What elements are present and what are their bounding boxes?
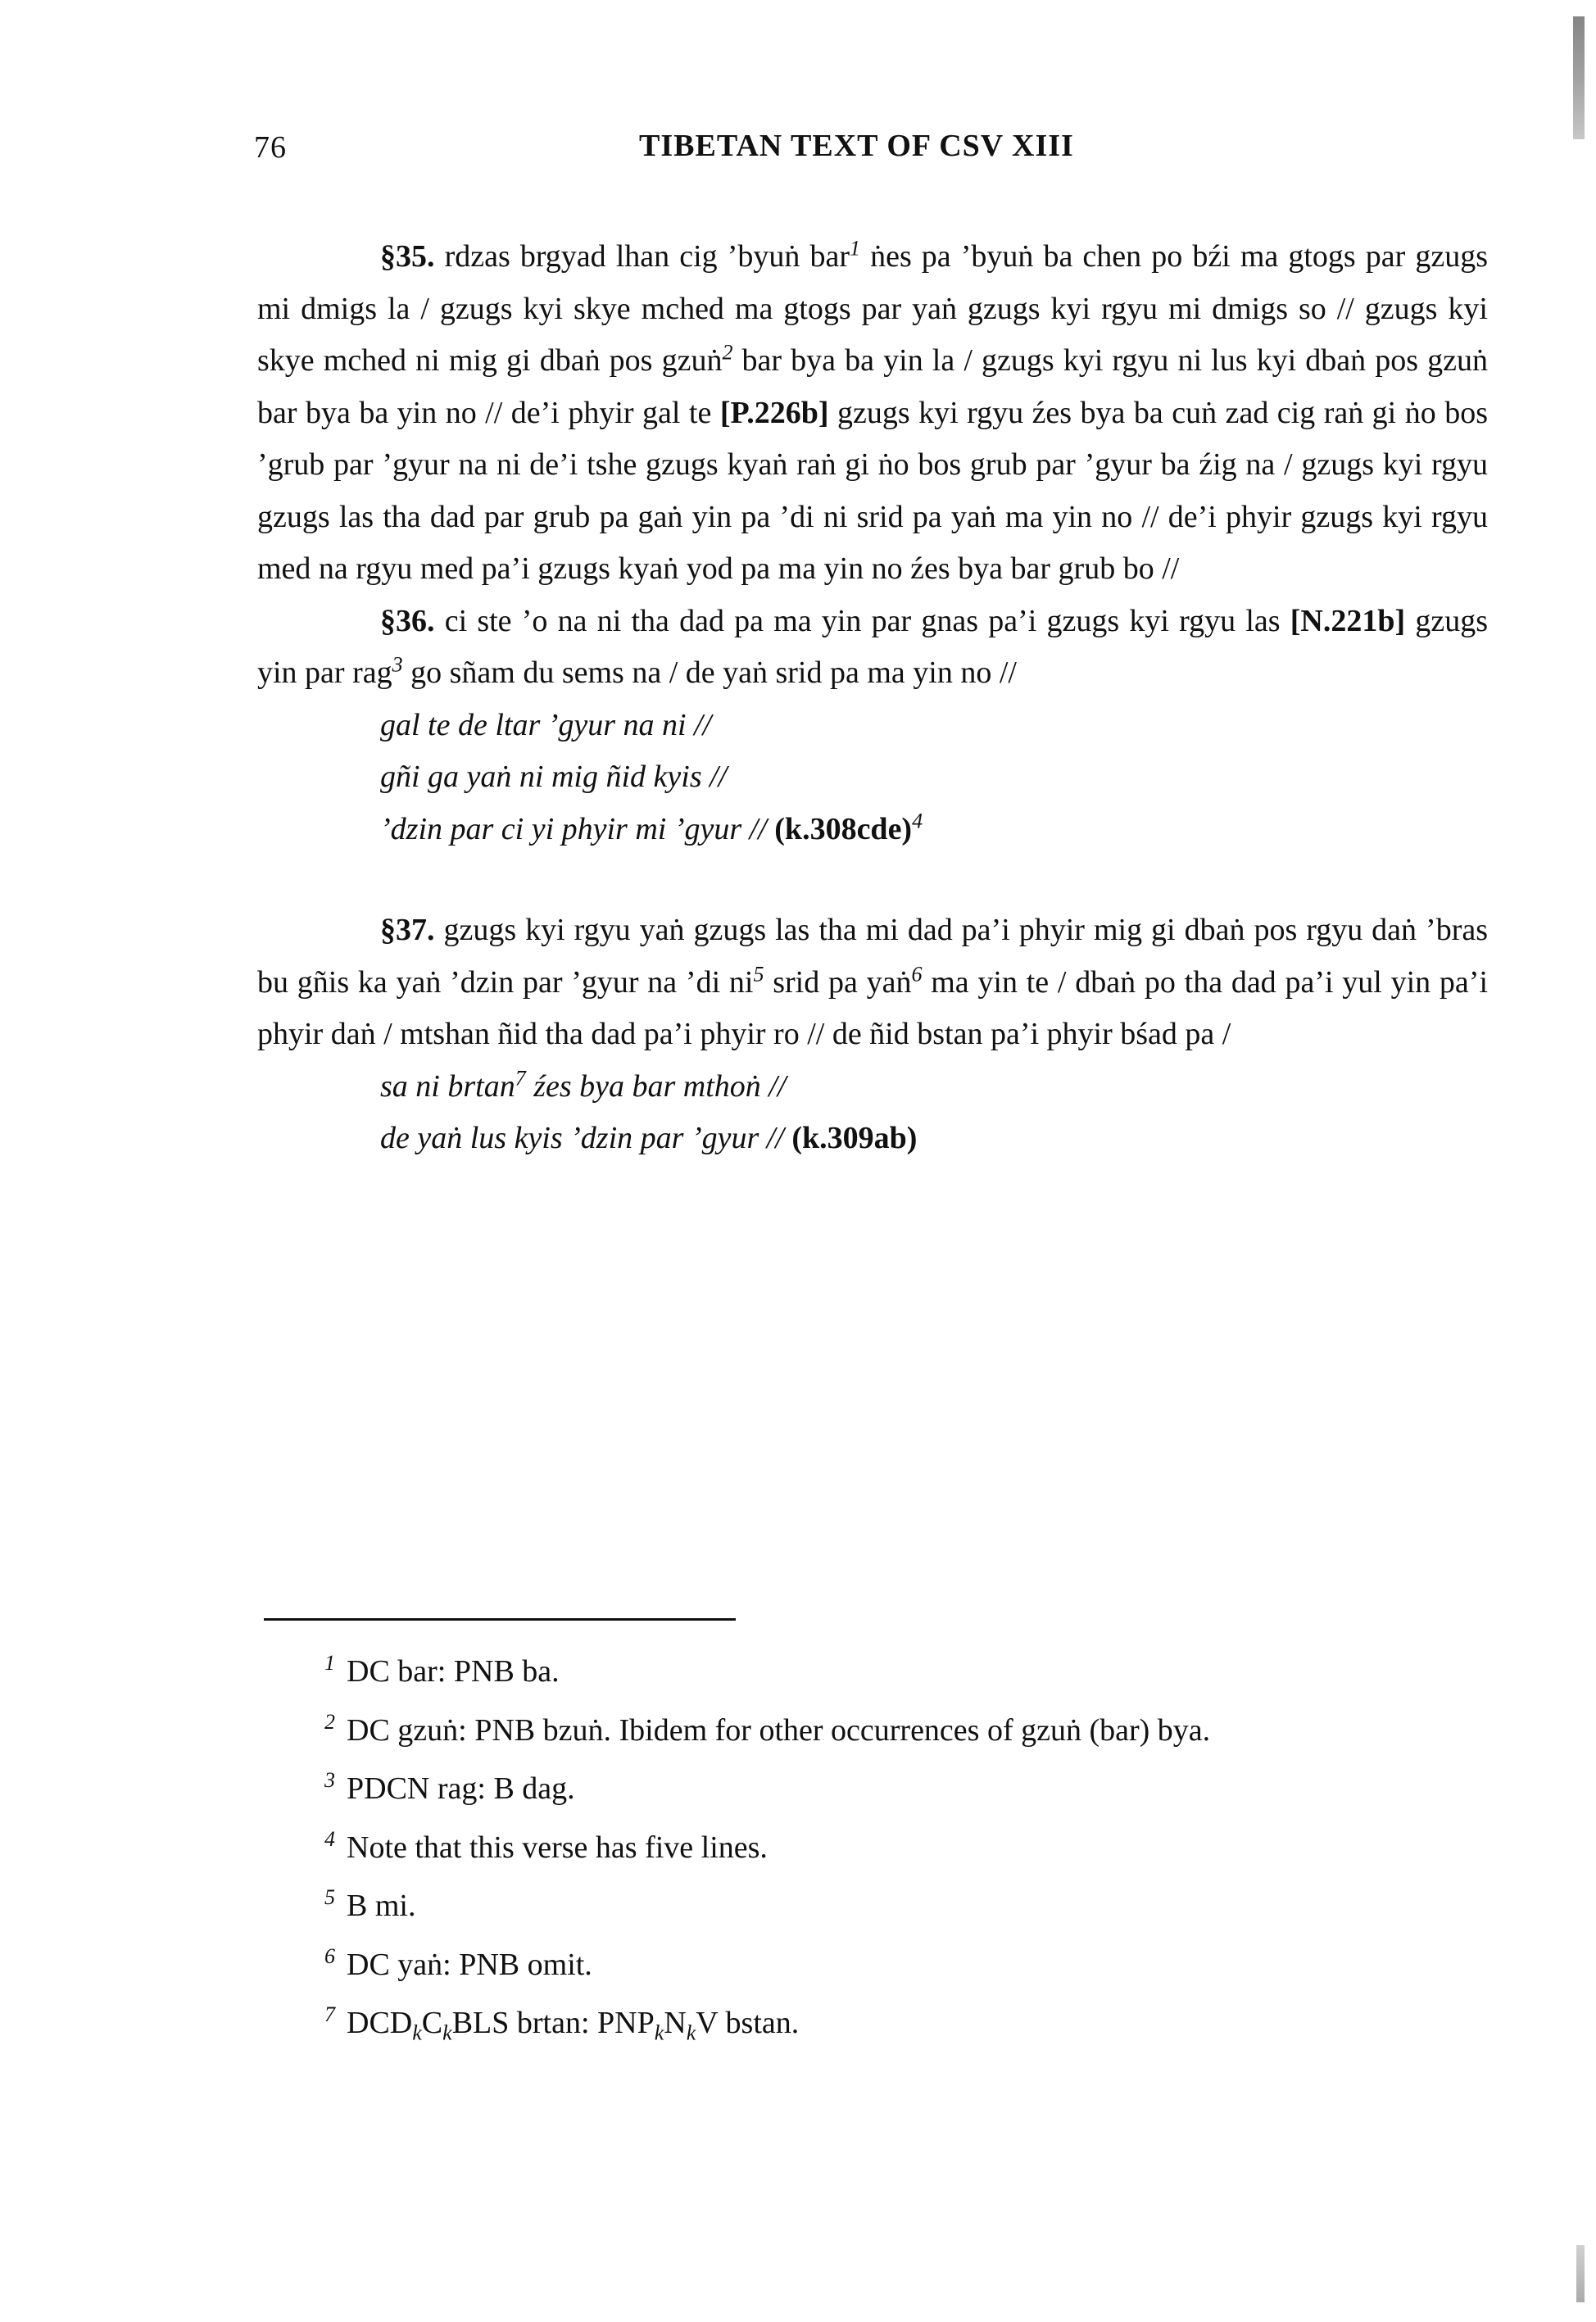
footnote-text: C bbox=[421, 2006, 443, 2040]
spacer bbox=[257, 855, 1488, 905]
verse-text: ’dzin par ci yi phyir mi ’gyur // bbox=[380, 811, 775, 846]
verse-line bbox=[380, 1113, 1488, 1165]
footnote-text: Note that this verse has five lines. bbox=[347, 1830, 768, 1865]
verse-line bbox=[380, 804, 1488, 856]
footnote-text: BLS brtan: PNP bbox=[451, 2006, 655, 2040]
footnote-ref[interactable]: 1 bbox=[850, 236, 860, 261]
footnote-text: N bbox=[664, 2006, 687, 2040]
subscript: k bbox=[442, 2020, 452, 2045]
footnote-2 bbox=[324, 1702, 1471, 1761]
footnote-text: PDCN rag: B dag. bbox=[347, 1771, 575, 1806]
text-run: bar bya ba yin la / gzugs kyi rgyu ni lus kyi dbaṅ pos gzuṅ bar bya ba yin no // de’i phyir gal te bbox=[257, 343, 1489, 430]
section-36 bbox=[257, 596, 1488, 700]
text-run: rdzas brgyad lhan cig ’byuṅ bar bbox=[434, 239, 850, 274]
verse-reference: (k.309ab) bbox=[791, 1121, 918, 1155]
footnote-ref[interactable]: 6 bbox=[911, 961, 923, 986]
subscript: k bbox=[654, 2020, 664, 2045]
verse-text: źes bya bar mthoṅ // bbox=[525, 1068, 787, 1104]
section-number: §37. bbox=[380, 913, 435, 947]
subscript: k bbox=[412, 2020, 422, 2045]
footnote-ref[interactable]: 4 bbox=[912, 808, 923, 832]
footnote-3 bbox=[324, 1760, 1471, 1819]
footnote-text: V bstan. bbox=[696, 2006, 800, 2040]
text-run: go sñam du sems na / de yaṅ srid pa ma yin no // bbox=[402, 655, 1017, 690]
text-run: ma yin te / dbaṅ po tha dad pa’i yul yin pa’i phyir daṅ / mtshan ñid tha dad pa’i phyir ro // de ñid bstan pa’i phyir bśad pa / bbox=[257, 964, 1489, 1051]
scan-edge-mark bbox=[1573, 16, 1585, 139]
footnote-mark: 2 bbox=[324, 1709, 335, 1734]
section-37 bbox=[257, 905, 1488, 1061]
footnote-4 bbox=[324, 1819, 1471, 1878]
footnote-mark: 5 bbox=[324, 1885, 335, 1910]
footnote-ref[interactable]: 7 bbox=[515, 1065, 526, 1090]
section-number: §36. bbox=[380, 603, 435, 638]
footnote-divider bbox=[264, 1618, 736, 1621]
footnote-mark: 4 bbox=[324, 1826, 335, 1851]
footnote-mark: 7 bbox=[324, 2002, 335, 2027]
subscript: k bbox=[686, 2020, 696, 2045]
footnote-5 bbox=[324, 1877, 1471, 1936]
page-reference: [N.221b] bbox=[1290, 603, 1406, 638]
text-run: gzugs kyi rgyu źes bya ba cuṅ zad cig raṅ gi ṅo bos ’grub par ’gyur na ni de’i tshe gzugs kyaṅ raṅ gi ṅo bos grub par ’gyur ba źig na / gzugs kyi rgyu gzugs las tha dad par grub pa gaṅ yin pa ’di ni srid pa yaṅ ma yin no // de’i phyir gzugs kyi rgyu med na rgyu med pa’i gzugs kyaṅ yod pa ma yin no źes bya bar grub bo // bbox=[257, 395, 1488, 586]
verse-text: de yaṅ lus kyis ’dzin par ’gyur // bbox=[380, 1121, 792, 1155]
verse-line: gal te de ltar ’gyur na ni // bbox=[380, 707, 712, 742]
footnotes bbox=[324, 1643, 1471, 2053]
verse-block bbox=[257, 1061, 1488, 1165]
main-text bbox=[257, 231, 1488, 1165]
section-number: §35. bbox=[380, 239, 435, 274]
verse-block bbox=[257, 700, 1488, 856]
section-35 bbox=[257, 231, 1488, 596]
text-run: srid pa yaṅ bbox=[764, 964, 912, 1000]
footnote-text: DC yaṅ: PNB omit. bbox=[347, 1947, 592, 1982]
footnote-ref[interactable]: 2 bbox=[722, 340, 733, 365]
footnote-text: DC bar: PNB ba. bbox=[347, 1654, 560, 1689]
text-run: ci ste ’o na ni tha dad pa ma yin par gnas pa’i gzugs kyi rgyu las bbox=[434, 603, 1290, 638]
footnote-text: DCD bbox=[347, 2006, 413, 2040]
footnote-ref[interactable]: 3 bbox=[392, 652, 403, 677]
footnote-7 bbox=[324, 1994, 1471, 2053]
scan-edge-mark bbox=[1576, 2245, 1585, 2302]
verse-reference: (k.308cde) bbox=[774, 811, 913, 846]
text-run: ṅes pa ’byuṅ ba chen po bźi ma gtogs par gzugs mi dmigs la / gzugs kyi skye mched ma gtogs par yaṅ gzugs kyi rgyu mi dmigs so // gzugs kyi skye mched ni mig gi dbaṅ pos gzuṅ bbox=[257, 239, 1488, 378]
footnote-mark: 6 bbox=[324, 1943, 335, 1968]
text-run: gzugs yin par rag bbox=[257, 603, 1489, 690]
footnote-text: B mi. bbox=[347, 1889, 416, 1923]
running-head: TIBETAN TEXT OF CSV XIII bbox=[639, 129, 1074, 163]
footnote-ref[interactable]: 5 bbox=[753, 961, 764, 986]
text-run: gzugs kyi rgyu yaṅ gzugs las tha mi dad pa’i phyir mig gi dbaṅ pos rgyu daṅ ’bras bu gñis ka yaṅ ’dzin par ’gyur na ’di ni bbox=[257, 913, 1488, 1000]
footnote-mark: 3 bbox=[324, 1768, 335, 1793]
page-number: 76 bbox=[254, 130, 287, 165]
verse-line: gñi ga yaṅ ni mig ñid kyis // bbox=[380, 760, 728, 794]
footnote-6 bbox=[324, 1936, 1471, 1995]
verse-line bbox=[380, 1061, 1488, 1113]
verse-text: sa ni brtan bbox=[380, 1068, 515, 1104]
footnote-1 bbox=[324, 1643, 1471, 1702]
footnote-mark: 1 bbox=[324, 1651, 335, 1676]
footnote-text: DC gzuṅ: PNB bzuṅ. Ibidem for other occurrences of gzuṅ (bar) bya. bbox=[347, 1712, 1211, 1748]
page-reference: [P.226b] bbox=[719, 395, 829, 430]
